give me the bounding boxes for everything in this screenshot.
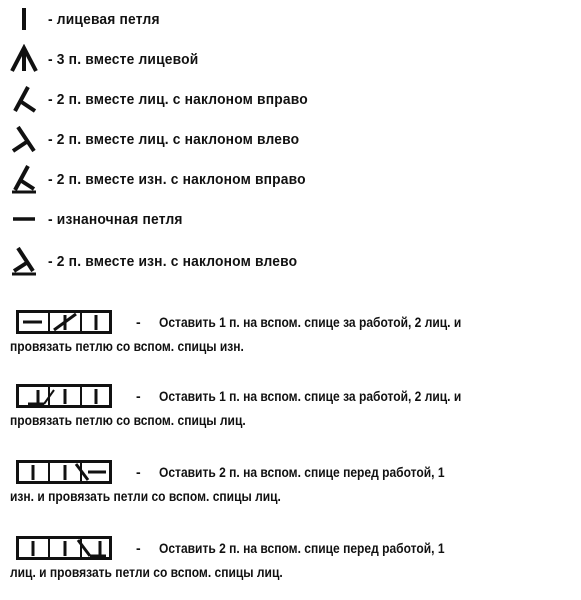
cable-text-continued: провязать петлю со вспом. спицы изн. (10, 338, 244, 354)
purl-stitch-icon (0, 204, 48, 234)
cable-2-front-1-knit-icon (16, 536, 112, 560)
legend-label: - 2 п. вместе изн. с наклоном влево (48, 252, 298, 270)
dash: - (136, 388, 141, 404)
legend-row-purl-2-together-left (0, 246, 319, 276)
cable-definition (10, 308, 570, 354)
cable-text-continued: лиц. и провязать петли со вспом. спицы лиц. (10, 564, 283, 580)
cable-definition (10, 382, 570, 428)
legend-label: - 2 п. вместе лиц. с наклоном вправо (48, 90, 308, 108)
cable-definition (10, 458, 570, 504)
legend-row-2-together-left (0, 124, 321, 154)
legend-row-purl-2-together-right (0, 164, 328, 194)
cable-text-continued: изн. и провязать петли со вспом. спицы лиц. (10, 488, 281, 504)
legend-row-3-together (0, 44, 211, 74)
dash: - (136, 464, 141, 480)
two-together-purl-right-icon (0, 164, 48, 194)
knit-stitch-icon (0, 4, 48, 34)
cable-1-purl-behind-2-knit-icon (16, 310, 112, 334)
legend-row-purl (0, 204, 194, 234)
legend-label: - лицевая петля (48, 10, 160, 28)
two-together-purl-left-icon (0, 246, 48, 276)
legend-label: - 2 п. вместе изн. с наклоном вправо (48, 170, 306, 188)
three-together-knit-icon (0, 44, 48, 74)
cable-text: Оставить 1 п. на вспом. спице за работой, 2 лиц. и (158, 314, 461, 330)
cable-text-continued: провязать петлю со вспом. спицы лиц. (10, 412, 246, 428)
legend-label: - 3 п. вместе лицевой (48, 50, 199, 68)
cable-text: Оставить 1 п. на вспом. спице за работой, 2 лиц. и (158, 388, 461, 404)
legend-row-2-together-right (0, 84, 330, 114)
dash: - (136, 314, 141, 330)
two-together-knit-right-icon (0, 84, 48, 114)
cable-2-front-1-purl-icon (16, 460, 112, 484)
cable-text: Оставить 2 п. на вспом. спице перед работой, 1 (158, 540, 445, 556)
dash: - (136, 540, 141, 556)
two-together-knit-left-icon (0, 124, 48, 154)
legend-label: - изнаночная петля (48, 210, 183, 228)
legend-label: - 2 п. вместе лиц. с наклоном влево (48, 130, 300, 148)
cable-text: Оставить 2 п. на вспом. спице перед работой, 1 (158, 464, 445, 480)
legend-row-knit (0, 4, 169, 34)
cable-1-knit-behind-2-knit-icon (16, 384, 112, 408)
cable-definition (10, 534, 570, 580)
